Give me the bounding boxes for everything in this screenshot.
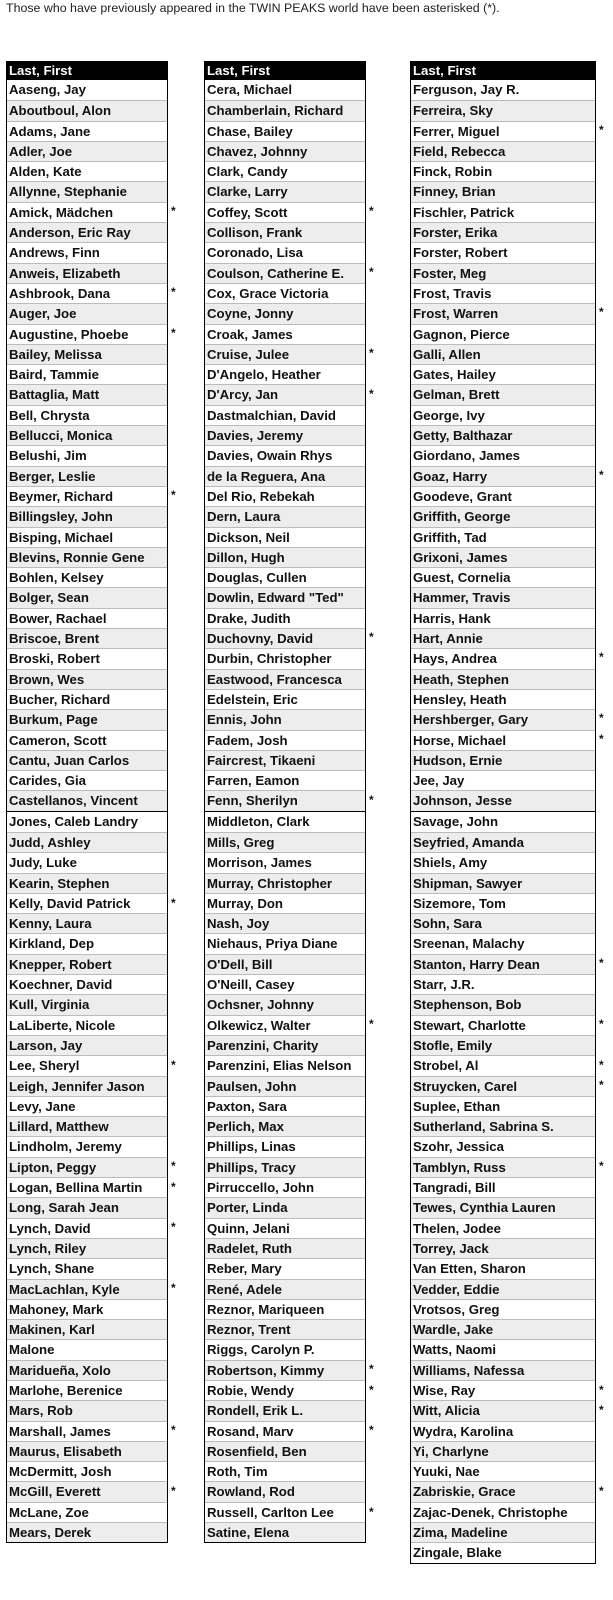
name-cell: Belushi, Jim — [7, 445, 167, 465]
name-cell: Marlohe, Berenice — [7, 1380, 167, 1400]
name-cell: Sizemore, Tom — [411, 893, 595, 913]
name-cell: Anderson, Eric Ray — [7, 222, 167, 242]
name-cell: Grixoni, James — [411, 547, 595, 567]
name-cell: Ferrer, Miguel — [411, 121, 595, 141]
asterisk-marker: * — [171, 203, 176, 218]
name-cell: Bower, Rachael — [7, 608, 167, 628]
asterisk-marker: * — [599, 1382, 604, 1397]
name-cell: Dowlin, Edward "Ted" — [205, 587, 365, 607]
name-cell: Sutherland, Sabrina S. — [411, 1116, 595, 1136]
name-cell: McLane, Zoe — [7, 1502, 167, 1522]
name-cell: Bucher, Richard — [7, 689, 167, 709]
name-cell: Bisping, Michael — [7, 527, 167, 547]
name-table — [204, 61, 366, 1543]
name-cell: Galli, Allen — [411, 344, 595, 364]
name-cell: Briscoe, Brent — [7, 628, 167, 648]
name-cell: Hammer, Travis — [411, 587, 595, 607]
name-cell: Farren, Eamon — [205, 770, 365, 790]
asterisk-marker: * — [171, 325, 176, 340]
name-cell: O'Dell, Bill — [205, 954, 365, 974]
name-cell: Yi, Charlyne — [411, 1441, 595, 1461]
name-cell: Roth, Tim — [205, 1461, 365, 1481]
name-cell: Maridueña, Xolo — [7, 1360, 167, 1380]
name-cell: Starr, J.R. — [411, 974, 595, 994]
name-cell: Bolger, Sean — [7, 587, 167, 607]
name-cell: Rondell, Erik L. — [205, 1400, 365, 1420]
name-cell: Jee, Jay — [411, 770, 595, 790]
name-cell: Jones, Caleb Landry — [9, 813, 138, 829]
name-cell: Clarke, Larry — [205, 181, 365, 201]
name-cell: Reber, Mary — [205, 1258, 365, 1278]
name-cell: Cruise, Julee — [205, 344, 365, 364]
name-cell: Broski, Robert — [7, 648, 167, 668]
column-header: Last, First — [205, 61, 365, 80]
name-cell: Eastwood, Francesca — [205, 669, 365, 689]
name-cell: Amick, Mädchen — [7, 202, 167, 222]
asterisk-marker: * — [599, 122, 604, 137]
name-cell: Paulsen, John — [205, 1076, 365, 1096]
name-cell: Sohn, Sara — [411, 913, 595, 933]
name-cell: Collison, Frank — [205, 222, 365, 242]
name-cell: Phillips, Linas — [205, 1136, 365, 1156]
name-cell: Coronado, Lisa — [205, 242, 365, 262]
name-cell: Yuuki, Nae — [411, 1461, 595, 1481]
name-cell: Thelen, Jodee — [411, 1218, 595, 1238]
name-cell: Paxton, Sara — [205, 1096, 365, 1116]
asterisk-marker: * — [599, 650, 604, 665]
name-cell: O'Neill, Casey — [205, 974, 365, 994]
name-cell: Castellanos, Vincent — [7, 790, 167, 810]
name-cell: Finney, Brian — [411, 181, 595, 201]
name-cell: Allynne, Stephanie — [7, 181, 167, 201]
name-cell: Lillard, Matthew — [7, 1116, 167, 1136]
name-cell: Adler, Joe — [7, 141, 167, 161]
name-cell: Beymer, Richard — [7, 486, 167, 506]
name-cell: Field, Rebecca — [411, 141, 595, 161]
name-cell: Augustine, Phoebe — [7, 324, 167, 344]
name-cell: Dickson, Neil — [205, 527, 365, 547]
asterisk-marker: * — [171, 488, 176, 502]
name-cell: MacLachlan, Kyle — [7, 1279, 167, 1299]
name-cell: Burkum, Page — [7, 709, 167, 729]
name-cell: Kearin, Stephen — [7, 873, 167, 893]
name-cell: Heath, Stephen — [411, 669, 595, 689]
asterisk-marker: * — [599, 731, 604, 746]
name-cell: Wydra, Karolina — [411, 1421, 595, 1441]
name-cell: Stewart, Charlotte — [411, 1015, 595, 1035]
name-cell: Shipman, Sawyer — [411, 873, 595, 893]
name-cell: Witt, Alicia — [411, 1400, 595, 1420]
name-cell: Murray, Christopher — [205, 873, 365, 893]
name-cell: Quinn, Jelani — [205, 1218, 365, 1238]
name-cell: Tangradi, Bill — [411, 1177, 595, 1197]
table-section — [205, 80, 365, 811]
name-cell: Davies, Jeremy — [205, 425, 365, 445]
name-cell: Strobel, Al — [411, 1055, 595, 1075]
name-cell: Williams, Nafessa — [411, 1360, 595, 1380]
name-cell: Anweis, Elizabeth — [7, 263, 167, 283]
name-cell: Fenn, Sherilyn — [205, 790, 365, 810]
name-cell: Knepper, Robert — [7, 954, 167, 974]
name-cell: Giordano, James — [411, 445, 595, 465]
name-cell: Chamberlain, Richard — [205, 100, 365, 120]
name-cell: Levy, Jane — [7, 1096, 167, 1116]
name-cell: Gelman, Brett — [411, 384, 595, 404]
column-3 — [410, 61, 604, 1564]
name-cell: Finck, Robin — [411, 161, 595, 181]
name-cell: Coyne, Jonny — [205, 303, 365, 323]
name-cell: Reznor, Trent — [205, 1319, 365, 1339]
name-cell: Long, Sarah Jean — [7, 1197, 167, 1217]
name-cell: Faircrest, Tikaeni — [205, 750, 365, 770]
name-cell: Clark, Candy — [205, 161, 365, 181]
asterisk-marker: * — [171, 1484, 176, 1499]
asterisk-marker: * — [599, 711, 604, 726]
name-cell: Fadem, Josh — [205, 730, 365, 750]
name-cell: Coffey, Scott — [205, 202, 365, 222]
name-cell: Mills, Greg — [205, 832, 365, 852]
name-cell: Riggs, Carolyn P. — [205, 1339, 365, 1359]
name-cell: Gates, Hailey — [411, 364, 595, 384]
name-cell: Szohr, Jessica — [411, 1136, 595, 1156]
name-cell: Rowland, Rod — [205, 1481, 365, 1501]
name-cell: Perlich, Max — [205, 1116, 365, 1136]
name-cell: Cox, Grace Victoria — [205, 283, 365, 303]
name-cell: Mears, Derek — [7, 1522, 167, 1542]
asterisk-marker: * — [171, 1220, 176, 1235]
name-cell: Shiels, Amy — [411, 852, 595, 872]
name-cell: Johnson, Jesse — [411, 790, 595, 810]
name-cell: Kull, Virginia — [7, 994, 167, 1014]
asterisk-marker: * — [369, 1362, 374, 1377]
column-header: Last, First — [411, 61, 595, 80]
name-cell: Suplee, Ethan — [411, 1096, 595, 1116]
name-cell: Vedder, Eddie — [411, 1279, 595, 1299]
name-cell: Mars, Rob — [7, 1400, 167, 1420]
asterisk-marker: * — [171, 285, 176, 299]
name-cell: Rosenfield, Ben — [205, 1441, 365, 1461]
asterisk-marker: * — [369, 1017, 374, 1032]
column-header: Last, First — [7, 61, 167, 80]
name-cell: Kelly, David Patrick — [7, 893, 167, 913]
name-cell: Dern, Laura — [205, 506, 365, 526]
name-cell: Cera, Michael — [207, 82, 293, 97]
name-cell: Niehaus, Priya Diane — [205, 933, 365, 953]
name-cell: Forster, Erika — [411, 222, 595, 242]
name-cell: Griffith, George — [411, 506, 595, 526]
name-cell: Berger, Leslie — [7, 466, 167, 486]
name-cell: Vrotsos, Greg — [411, 1299, 595, 1319]
name-cell: Logan, Bellina Martin — [7, 1177, 167, 1197]
name-cell: Lynch, David — [7, 1218, 167, 1238]
asterisk-marker: * — [369, 264, 374, 279]
name-cell: Hershberger, Gary — [411, 709, 595, 729]
asterisk-marker: * — [369, 386, 374, 401]
name-cell: Stephenson, Bob — [411, 994, 595, 1014]
name-cell: Zima, Madeline — [411, 1522, 595, 1542]
name-cell: René, Adele — [205, 1279, 365, 1299]
name-cell: Nash, Joy — [205, 913, 365, 933]
table-section — [411, 80, 595, 811]
asterisk-marker: * — [599, 1403, 604, 1417]
name-cell: Guest, Cornelia — [411, 567, 595, 587]
name-cell: Makinen, Karl — [7, 1319, 167, 1339]
name-cell: Chase, Bailey — [205, 121, 365, 141]
name-cell: McGill, Everett — [7, 1481, 167, 1501]
name-cell: Goaz, Harry — [411, 466, 595, 486]
name-cell: Dillon, Hugh — [205, 547, 365, 567]
name-cell: Lynch, Riley — [7, 1238, 167, 1258]
name-cell: Durbin, Christopher — [205, 648, 365, 668]
name-cell: Van Etten, Sharon — [411, 1258, 595, 1278]
asterisk-marker: * — [599, 1159, 604, 1174]
asterisk-marker: * — [599, 1057, 604, 1072]
asterisk-marker: * — [171, 1423, 176, 1438]
asterisk-marker: * — [171, 1057, 176, 1072]
name-cell: Torrey, Jack — [411, 1238, 595, 1258]
name-cell: Baird, Tammie — [7, 364, 167, 384]
asterisk-marker: * — [369, 1504, 374, 1519]
name-cell: Olkewicz, Walter — [205, 1015, 365, 1035]
name-cell: Aaseng, Jay — [9, 82, 86, 97]
name-cell: Cantu, Juan Carlos — [7, 750, 167, 770]
asterisk-marker: * — [171, 895, 176, 910]
name-cell: Blevins, Ronnie Gene — [7, 547, 167, 567]
name-cell: Carides, Gia — [7, 770, 167, 790]
name-cell: McDermitt, Josh — [7, 1461, 167, 1481]
table-section — [7, 80, 167, 811]
name-cell: Parenzini, Elias Nelson — [205, 1055, 365, 1075]
name-cell: Ferreira, Sky — [411, 100, 595, 120]
name-cell: Aboutboul, Alon — [7, 100, 167, 120]
name-cell: Drake, Judith — [205, 608, 365, 628]
name-cell: Reznor, Mariqueen — [205, 1299, 365, 1319]
name-cell: Stofle, Emily — [411, 1035, 595, 1055]
name-cell: Russell, Carlton Lee — [205, 1502, 365, 1522]
asterisk-marker: * — [599, 956, 604, 971]
name-cell: Harris, Hank — [411, 608, 595, 628]
name-cell: Ochsner, Johnny — [205, 994, 365, 1014]
name-cell: Sreenan, Malachy — [411, 933, 595, 953]
asterisk-marker: * — [369, 792, 374, 807]
name-cell: Kenny, Laura — [7, 913, 167, 933]
table-section — [7, 811, 167, 1543]
name-cell: D'Arcy, Jan — [205, 384, 365, 404]
name-cell: Duchovny, David — [205, 628, 365, 648]
asterisk-marker: * — [171, 1159, 176, 1174]
name-cell: Hart, Annie — [411, 628, 595, 648]
name-cell: Lee, Sheryl — [7, 1055, 167, 1075]
name-cell: Middleton, Clark — [207, 813, 310, 829]
name-cell: Rosand, Marv — [205, 1421, 365, 1441]
asterisk-marker: * — [599, 305, 604, 320]
asterisk-marker: * — [171, 1179, 176, 1194]
name-cell: Getty, Balthazar — [411, 425, 595, 445]
name-cell: George, Ivy — [411, 405, 595, 425]
name-cell: Zajac-Denek, Christophe — [411, 1502, 595, 1522]
asterisk-marker: * — [369, 345, 374, 360]
name-cell: Edelstein, Eric — [205, 689, 365, 709]
table-section — [411, 811, 595, 1563]
name-cell: Seyfried, Amanda — [411, 832, 595, 852]
column-1 — [6, 61, 176, 1543]
name-cell: Lynch, Shane — [7, 1258, 167, 1278]
asterisk-marker: * — [599, 467, 604, 482]
name-table — [410, 61, 596, 1564]
asterisk-marker: * — [369, 1423, 374, 1438]
name-cell: Andrews, Finn — [7, 242, 167, 262]
name-cell: Robertson, Kimmy — [205, 1360, 365, 1380]
name-cell: Ennis, John — [205, 709, 365, 729]
name-cell: Cameron, Scott — [7, 730, 167, 750]
name-cell: Chavez, Johnny — [205, 141, 365, 161]
name-cell: Zingale, Blake — [411, 1542, 595, 1562]
name-cell: Tewes, Cynthia Lauren — [411, 1197, 595, 1217]
name-cell: Lindholm, Jeremy — [7, 1136, 167, 1156]
name-cell: D'Angelo, Heather — [205, 364, 365, 384]
name-cell: Hays, Andrea — [411, 648, 595, 668]
asterisk-marker: * — [599, 1078, 604, 1093]
asterisk-marker: * — [171, 1281, 176, 1296]
name-cell: Morrison, James — [205, 852, 365, 872]
name-cell: Watts, Naomi — [411, 1339, 595, 1359]
name-cell: Horse, Michael — [411, 730, 595, 750]
name-cell: Mahoney, Mark — [7, 1299, 167, 1319]
name-cell: Phillips, Tracy — [205, 1157, 365, 1177]
column-2 — [204, 61, 374, 1543]
name-cell: Hudson, Ernie — [411, 750, 595, 770]
name-cell: Goodeve, Grant — [411, 486, 595, 506]
name-cell: Forster, Robert — [411, 242, 595, 262]
asterisk-marker: * — [369, 630, 374, 645]
name-cell: Frost, Travis — [411, 283, 595, 303]
name-cell: de la Reguera, Ana — [205, 466, 365, 486]
name-cell: Satine, Elena — [205, 1522, 365, 1542]
name-cell: Dastmalchian, David — [205, 405, 365, 425]
footnote-text: Those who have previously appeared in the TWIN PEAKS world have been asterisked (*). — [6, 1, 500, 15]
name-cell: Bailey, Melissa — [7, 344, 167, 364]
name-cell: Auger, Joe — [7, 303, 167, 323]
name-cell: Marshall, James — [7, 1421, 167, 1441]
name-cell: Wardle, Jake — [411, 1319, 595, 1339]
name-cell: Bohlen, Kelsey — [7, 567, 167, 587]
name-cell: Wise, Ray — [411, 1380, 595, 1400]
name-cell: Ashbrook, Dana — [7, 283, 167, 303]
name-cell: Gagnon, Pierce — [411, 324, 595, 344]
name-cell: Battaglia, Matt — [7, 384, 167, 404]
asterisk-marker: * — [369, 203, 374, 218]
name-cell: Porter, Linda — [205, 1197, 365, 1217]
name-cell: Radelet, Ruth — [205, 1238, 365, 1258]
name-cell: Bellucci, Monica — [7, 425, 167, 445]
name-cell: Fischler, Patrick — [411, 202, 595, 222]
name-cell: Croak, James — [205, 324, 365, 344]
name-cell: Douglas, Cullen — [205, 567, 365, 587]
name-cell: Del Rio, Rebekah — [205, 486, 365, 506]
name-cell: Robie, Wendy — [205, 1380, 365, 1400]
name-cell: Maurus, Elisabeth — [7, 1441, 167, 1461]
name-cell: Brown, Wes — [7, 669, 167, 689]
name-cell: Kirkland, Dep — [7, 933, 167, 953]
name-cell: Murray, Don — [205, 893, 365, 913]
name-cell: Judy, Luke — [7, 852, 167, 872]
name-cell: Koechner, David — [7, 974, 167, 994]
name-cell: Lipton, Peggy — [7, 1157, 167, 1177]
asterisk-marker: * — [599, 1484, 604, 1499]
name-cell: Pirruccello, John — [205, 1177, 365, 1197]
asterisk-marker: * — [369, 1382, 374, 1397]
name-cell: Adams, Jane — [7, 121, 167, 141]
name-cell: Hensley, Heath — [411, 689, 595, 709]
name-cell: Griffith, Tad — [411, 527, 595, 547]
name-cell: Davies, Owain Rhys — [205, 445, 365, 465]
name-cell: Frost, Warren — [411, 303, 595, 323]
name-cell: Tamblyn, Russ — [411, 1157, 595, 1177]
name-cell: Struycken, Carel — [411, 1076, 595, 1096]
name-table — [6, 61, 168, 1543]
table-section — [205, 811, 365, 1543]
name-cell: Ferguson, Jay R. — [413, 82, 520, 97]
name-cell: Coulson, Catherine E. — [205, 263, 365, 283]
name-cell: Bell, Chrysta — [7, 405, 167, 425]
name-cell: Larson, Jay — [7, 1035, 167, 1055]
name-cell: LaLiberte, Nicole — [7, 1015, 167, 1035]
name-cell: Stanton, Harry Dean — [411, 954, 595, 974]
name-cell: Judd, Ashley — [7, 832, 167, 852]
name-cell: Parenzini, Charity — [205, 1035, 365, 1055]
name-cell: Foster, Meg — [411, 263, 595, 283]
name-cell: Malone — [7, 1339, 167, 1359]
name-cell: Savage, John — [413, 813, 499, 829]
name-cell: Alden, Kate — [7, 161, 167, 181]
name-cell: Zabriskie, Grace — [411, 1481, 595, 1501]
name-cell: Billingsley, John — [7, 506, 167, 526]
asterisk-marker: * — [599, 1017, 604, 1032]
name-cell: Leigh, Jennifer Jason — [7, 1076, 167, 1096]
